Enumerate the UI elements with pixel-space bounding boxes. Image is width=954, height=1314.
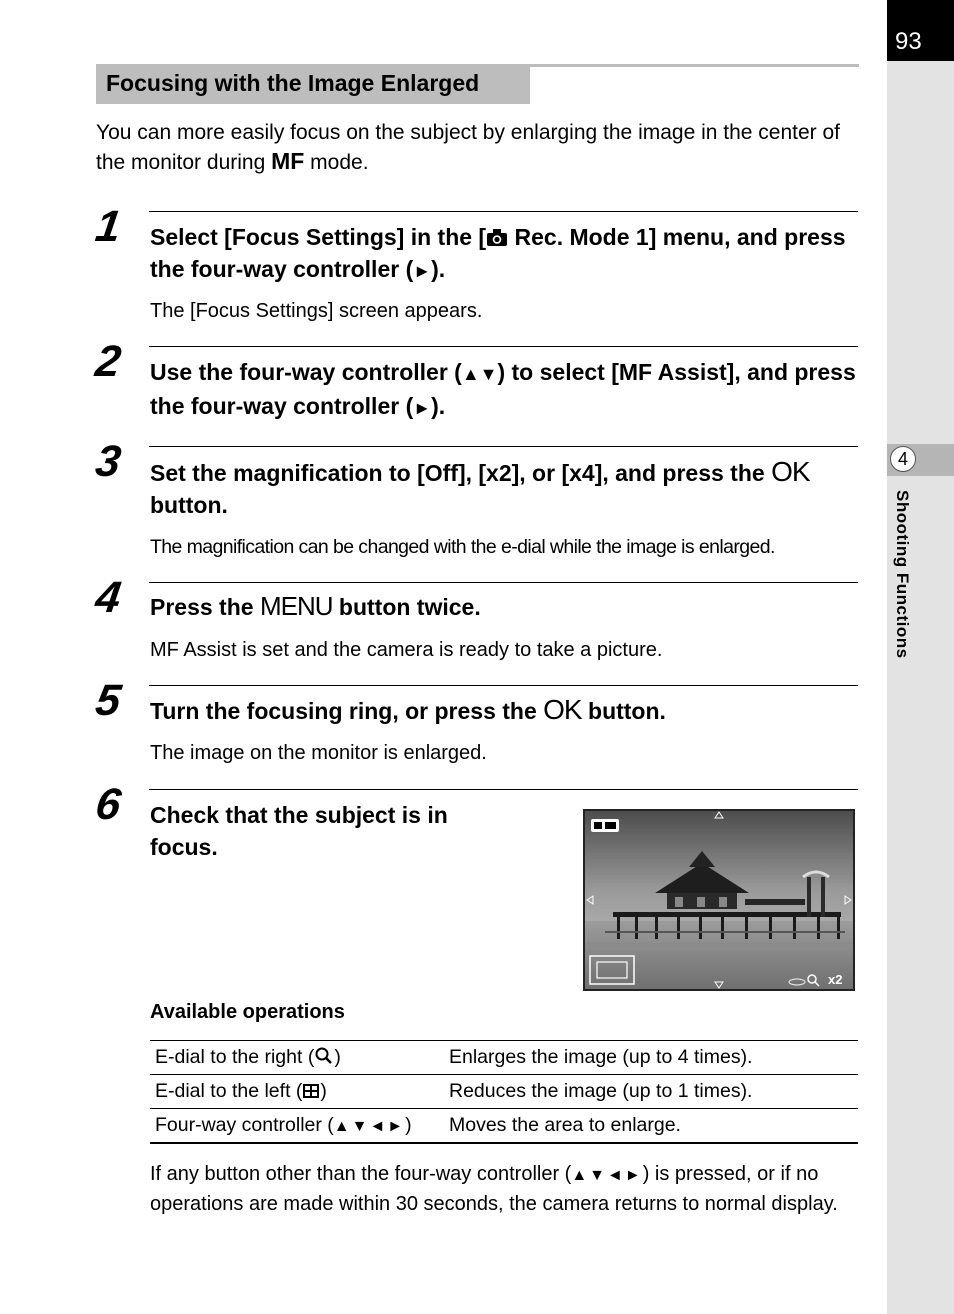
control-text: )	[334, 1046, 341, 1068]
step-number-4: 4	[92, 573, 123, 622]
right-arrow-icon: ►	[413, 398, 432, 418]
four-way-arrows-icon: ▲▼◄►	[333, 1118, 406, 1135]
table-row	[150, 1109, 858, 1144]
step-description-5: The image on the monitor is enlarged.	[150, 742, 487, 764]
ok-button-symbol: OK	[771, 456, 810, 487]
step-title-text: Turn the focusing ring, or press the	[150, 698, 544, 724]
step-description-4: MF Assist is set and the camera is ready to take a picture.	[150, 639, 663, 661]
intro-text: You can more easily focus on the subject by enlarging the image in the center of the monitor during	[96, 121, 841, 174]
step-title-4	[150, 590, 860, 623]
menu-button-symbol: MENU	[259, 591, 333, 621]
zoom-in-icon	[314, 1046, 334, 1068]
step-title-text: ).	[431, 256, 446, 282]
effect-cell: Moves the area to enlarge.	[444, 1109, 858, 1144]
step-title-text: button twice.	[332, 594, 481, 620]
table-row	[150, 1075, 858, 1109]
effect-cell: Reduces the image (up to 1 times).	[444, 1075, 858, 1109]
step-title-5	[150, 694, 860, 727]
control-text: E-dial to the right (	[155, 1046, 315, 1068]
closing-text-end: ) is pressed, or if no operations are made within 30 seconds, the camera returns to normal display.	[150, 1163, 838, 1215]
control-text: E-dial to the left (	[155, 1080, 303, 1102]
control-cell	[150, 1041, 444, 1075]
effect-cell: Enlarges the image (up to 4 times).	[444, 1041, 858, 1075]
operations-heading: Available operations	[150, 1001, 345, 1023]
step-title-text: ).	[431, 393, 446, 419]
chapter-number: 4	[890, 446, 916, 472]
control-text: )	[405, 1114, 412, 1136]
step-number-5: 5	[92, 676, 123, 725]
step-number-1: 1	[92, 202, 123, 251]
control-text: )	[320, 1080, 327, 1102]
step-description-3: The magnification can be changed with the e-dial while the image is enlarged.	[150, 536, 775, 558]
step-number-6: 6	[92, 780, 123, 829]
section-title: Focusing with the Image Enlarged	[96, 64, 530, 104]
step-title-text: Use the four-way controller (	[150, 359, 462, 385]
step-title-text: button.	[581, 698, 666, 724]
step-rule-4	[149, 582, 858, 583]
ok-button-symbol: OK	[543, 694, 582, 725]
step-rule-5	[149, 685, 858, 686]
operations-table	[150, 1040, 858, 1144]
chapter-title: Shooting Functions	[893, 490, 912, 659]
step-rule-1	[149, 211, 858, 212]
step-rule-2	[149, 346, 858, 347]
step-rule-6	[149, 789, 858, 790]
page-number-box	[887, 0, 954, 61]
step-title-text: Rec. Mode 1] menu, and press the four-way controller (	[150, 224, 846, 282]
step-number-2: 2	[92, 337, 123, 386]
step-title-text: Set the magnification to [Off], [x2], or [x4], and press the	[150, 460, 772, 486]
step-title-text: Press the	[150, 594, 260, 620]
monitor-preview-image	[583, 809, 855, 991]
step-description-1: The [Focus Settings] screen appears.	[150, 300, 483, 322]
mf-mode-symbol: MF	[271, 148, 305, 174]
intro-paragraph	[96, 118, 856, 177]
step-number-3: 3	[92, 437, 123, 486]
camera-icon	[486, 224, 508, 250]
page-number: 93	[895, 28, 922, 55]
table-row	[150, 1041, 858, 1075]
step-title-2	[150, 356, 860, 424]
closing-text: If any button other than the four-way controller (	[150, 1163, 572, 1185]
zoom-level-label: x2	[828, 972, 843, 987]
section-rule	[530, 64, 859, 67]
control-cell	[150, 1109, 444, 1144]
step-rule-3	[149, 446, 858, 447]
right-arrow-icon: ►	[413, 261, 432, 281]
step-title-text: Select [Focus Settings] in the [	[150, 224, 487, 250]
control-text: Four-way controller (	[155, 1114, 334, 1136]
step-title-text: button.	[150, 492, 228, 518]
four-way-arrows-icon: ▲▼◄►	[571, 1167, 643, 1184]
closing-paragraph	[150, 1160, 865, 1218]
thumbnail-grid-icon	[302, 1080, 320, 1102]
step-title-3	[150, 456, 860, 521]
step-title-6: Check that the subject is in focus.	[150, 802, 448, 860]
step-title-1	[150, 221, 860, 287]
up-down-arrows-icon: ▲▼	[461, 364, 498, 384]
step-title-text: ) to select [MF Assist], and press the four-way controller (	[150, 359, 856, 419]
intro-text-end: mode.	[304, 151, 369, 174]
control-cell	[150, 1075, 444, 1109]
